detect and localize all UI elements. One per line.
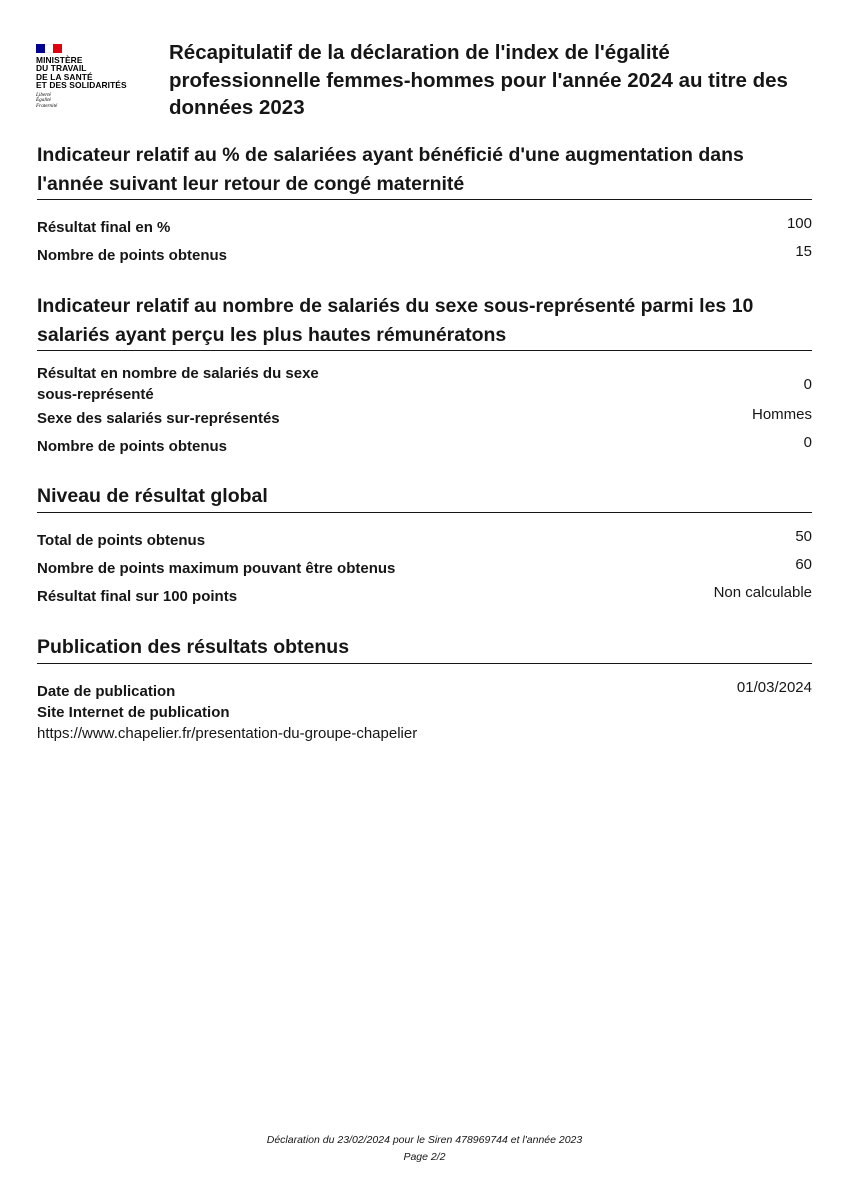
section-heading: Indicateur relatif au nombre de salariés du sexe sous-représenté parmi les 10 salariés ayant perçu les plus hautes rémunératons bbox=[37, 292, 812, 351]
result-row bbox=[37, 242, 812, 270]
row-value: 100 bbox=[786, 215, 812, 232]
row-value: Hommes bbox=[751, 406, 812, 423]
publication-website-link[interactable]: https://www.chapelier.fr/presentation-du-groupe-chapelier bbox=[37, 724, 418, 742]
row-value: 0 bbox=[803, 434, 812, 451]
row-label: Résultat final en % bbox=[37, 219, 171, 236]
result-row bbox=[37, 363, 812, 405]
publication-date: 01/03/2024 bbox=[736, 678, 812, 696]
ministry-name-line-1: MINISTÈRE bbox=[36, 55, 83, 65]
ministry-logo bbox=[36, 44, 146, 109]
row-label: Sexe des salariés sur-représentés bbox=[37, 410, 280, 427]
row-label: Résultat en nombre de salariés du sexe sous-représenté bbox=[37, 365, 319, 403]
result-row bbox=[37, 678, 812, 702]
row-label: Nombre de points obtenus bbox=[37, 438, 228, 455]
section-top-earners-indicator bbox=[37, 292, 812, 461]
result-row bbox=[37, 702, 812, 723]
motto-egalite: Égalité bbox=[36, 97, 51, 104]
section-rows bbox=[37, 678, 812, 744]
row-label: Résultat final sur 100 points bbox=[37, 587, 238, 605]
result-row bbox=[37, 214, 812, 242]
result-row bbox=[37, 583, 812, 611]
french-flag-icon bbox=[36, 44, 62, 53]
footer-page-number: Page 2/2 bbox=[403, 1150, 446, 1163]
motto-liberte: Liberté bbox=[36, 91, 51, 98]
section-publication bbox=[37, 633, 812, 744]
result-row bbox=[37, 527, 812, 555]
row-value: 60 bbox=[795, 555, 812, 573]
row-label: Nombre de points obtenus bbox=[37, 247, 228, 264]
section-heading: Indicateur relatif au % de salariées ayant bénéficié d'une augmentation dans l'année suivant leur retour de congé maternité bbox=[37, 141, 812, 200]
republic-motto bbox=[36, 93, 146, 110]
result-row bbox=[37, 555, 812, 583]
document-title: Récapitulatif de la déclaration de l'index de l'égalité professionnelle femmes-hommes pour l'année 2024 au titre des données 2023 bbox=[169, 41, 788, 119]
row-value: 0 bbox=[803, 376, 812, 393]
row-label: Nombre de points maximum pouvant être obtenus bbox=[37, 559, 396, 577]
row-value: 50 bbox=[795, 527, 812, 545]
result-row bbox=[37, 433, 812, 461]
section-heading: Publication des résultats obtenus bbox=[37, 633, 812, 664]
section-global-result bbox=[37, 482, 812, 611]
row-label: Site Internet de publication bbox=[37, 703, 230, 721]
page-footer bbox=[0, 1132, 849, 1165]
row-value: Non calculable bbox=[713, 583, 812, 601]
row-label: Total de points obtenus bbox=[37, 531, 206, 549]
section-rows bbox=[37, 214, 812, 270]
section-rows bbox=[37, 527, 812, 611]
section-heading: Niveau de résultat global bbox=[37, 482, 812, 513]
motto-fraternite: Fraternité bbox=[36, 102, 58, 109]
ministry-name-line-2: DU TRAVAIL bbox=[36, 63, 87, 74]
ministry-name-line-4: ET DES SOLIDARITÉS bbox=[36, 80, 127, 91]
ministry-name-line-3: DE LA SANTÉ bbox=[36, 71, 93, 82]
row-label: Date de publication bbox=[37, 682, 176, 700]
result-row bbox=[37, 405, 812, 433]
section-maternity-indicator bbox=[37, 141, 812, 270]
row-value: 15 bbox=[795, 243, 812, 260]
footer-declaration: Déclaration du 23/02/2024 pour le Siren 478969744 et l'année 2023 bbox=[266, 1134, 583, 1146]
section-rows bbox=[37, 363, 812, 461]
